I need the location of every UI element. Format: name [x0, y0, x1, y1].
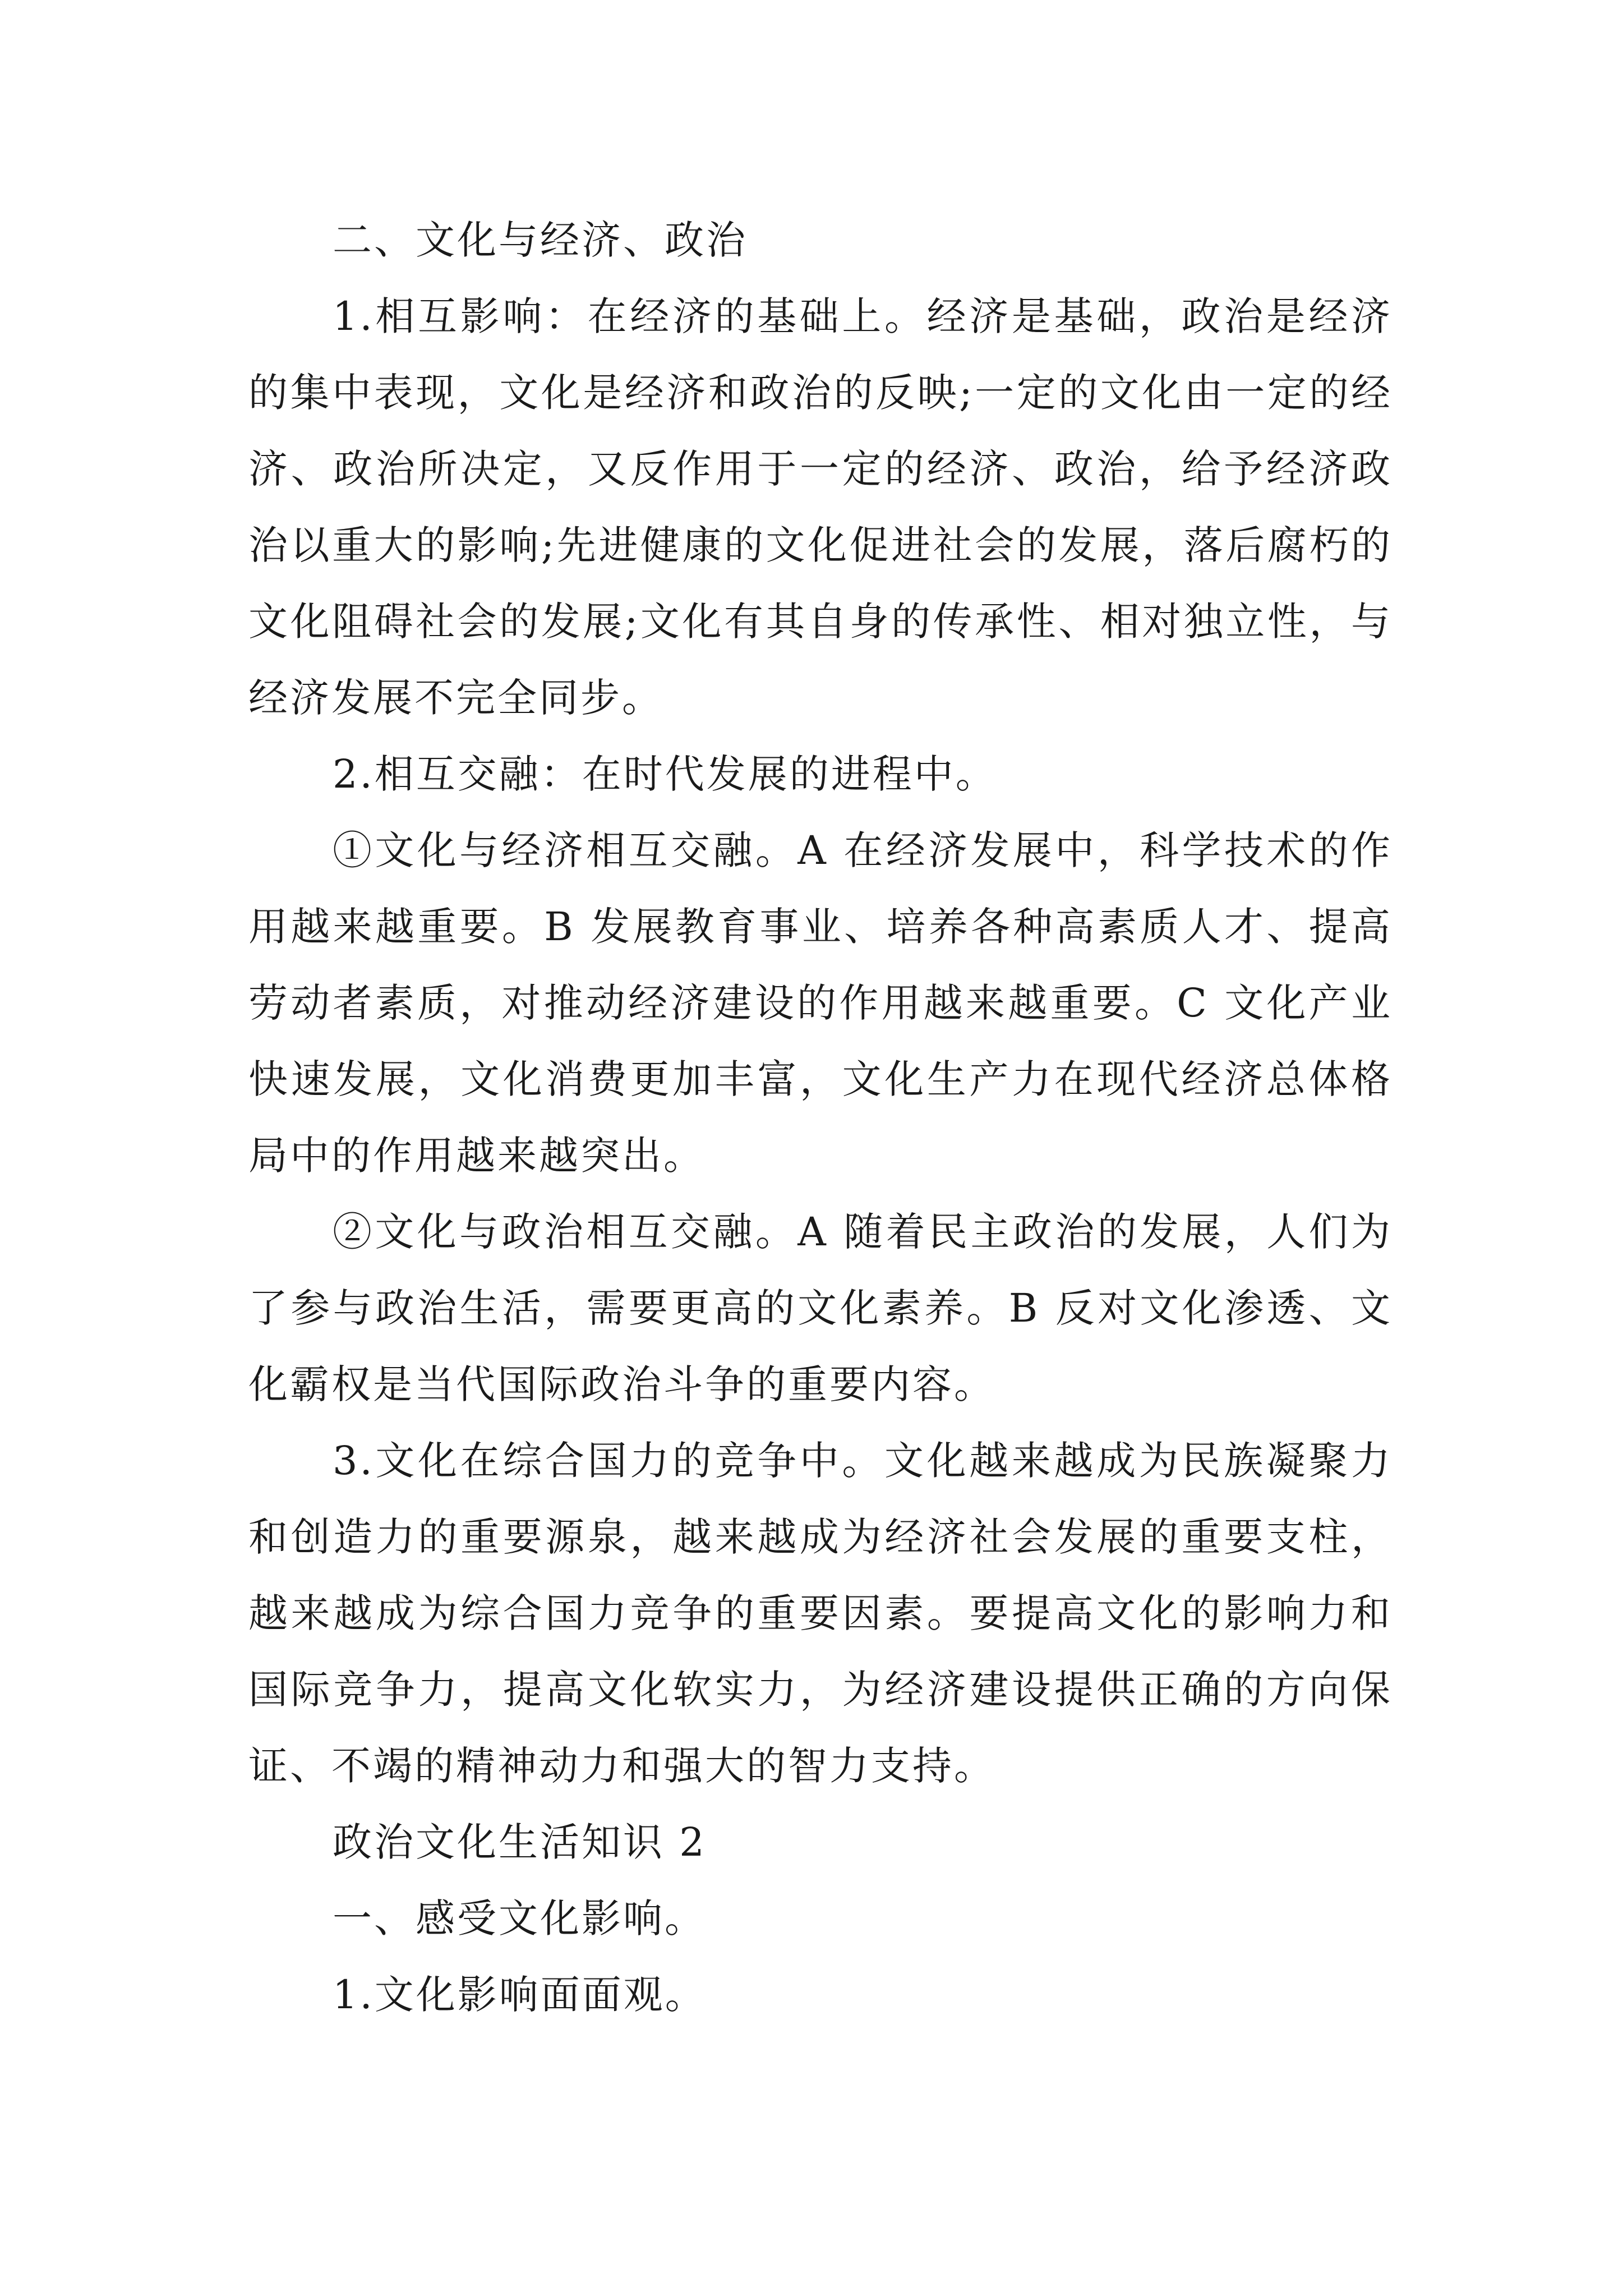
- subheading-culture-influence: 1.文化影响面面观。: [333, 1972, 707, 2018]
- section-heading-feel-culture: 一、感受文化影响。: [333, 1895, 706, 1941]
- paragraph-mutual-influence: 1.相互影响：在经济的基础上。经济是基础，政治是经济的集中表现，文化是经济和政治的反映;一定的文化由一定的经济、政治所决定，又反作用于一定的经济、政治，给予经济政治以重大的影响;先进健康的文化促进社会的发展，落后腐朽的文化阻碍社会的发展;文化有其自身的传承性、相对独立性，与经济发展不完全同步。: [248, 293, 1393, 721]
- paragraph-comprehensive-national-power: 3.文化在综合国力的竞争中。文化越来越成为民族凝聚力和创造力的重要源泉，越来越成为经济社会发展的重要支柱，越来越成为综合国力竞争的重要因素。要提高文化的影响力和国际竞争力，提高文化软实力，为经济建设提供正确的方向保证、不竭的精神动力和强大的智力支持。: [248, 1438, 1393, 1789]
- document-body: [248, 202, 1393, 2033]
- section-title-knowledge-2: 政治文化生活知识 2: [333, 1819, 707, 1865]
- paragraph-mutual-integration: 2.相互交融：在时代发展的进程中。: [333, 751, 997, 797]
- paragraph-culture-economy-integration: ①文化与经济相互交融。A 在经济发展中，科学技术的作用越来越重要。B 发展教育事业、培养各种高素质人才、提高劳动者素质，对推动经济建设的作用越来越重要。C 文化产业快速发展，文化消费更加丰富，文化生产力在现代经济总体格局中的作用越来越突出。: [248, 827, 1393, 1179]
- section-heading-culture-economy-politics: 二、文化与经济、政治: [333, 217, 748, 263]
- paragraph-culture-politics-integration: ②文化与政治相互交融。A 随着民主政治的发展，人们为了参与政治生活，需要更高的文化素养。B 反对文化渗透、文化霸权是当代国际政治斗争的重要内容。: [248, 1209, 1393, 1407]
